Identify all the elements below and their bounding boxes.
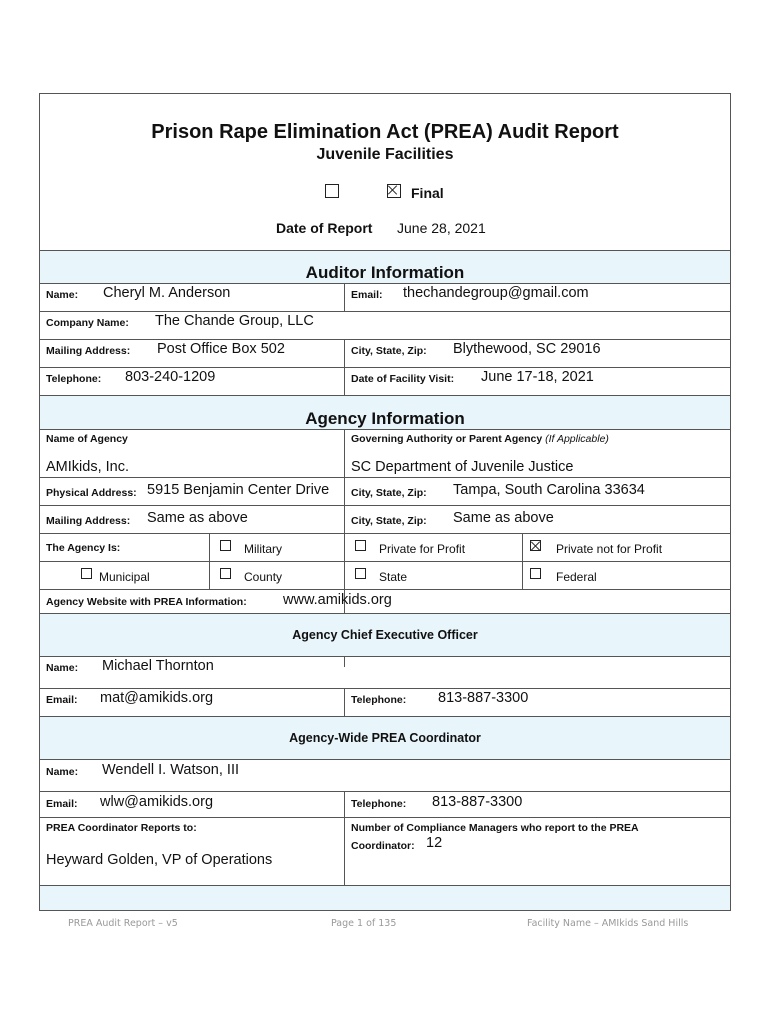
auditor-email: thechandegroup@gmail.com — [403, 285, 589, 301]
coordinator-name-label: Name: — [46, 766, 79, 778]
coordinator-phone: 813-887-3300 — [432, 794, 523, 810]
ceo-phone-label: Telephone: — [351, 694, 407, 706]
state-checkbox[interactable] — [355, 568, 366, 579]
military-label: Military — [244, 542, 282, 556]
auditor-name-label: Name: — [46, 289, 79, 301]
federal-label: Federal — [556, 570, 597, 584]
agency-website[interactable]: www.amikids.org — [283, 592, 392, 608]
governing-note: (If Applicable) — [545, 433, 609, 445]
company-name: The Chande Group, LLC — [155, 313, 314, 329]
final-label: Final — [411, 185, 444, 201]
report-title: Prison Rape Elimination Act (PREA) Audit Report — [151, 121, 619, 143]
managers-label-line1: Number of Compliance Managers who report to the PREA — [351, 822, 639, 834]
visit-date-label: Date of Facility Visit: — [351, 373, 455, 385]
agency-mailing-city: Same as above — [453, 510, 554, 526]
ceo-name-label: Name: — [46, 662, 79, 674]
governing-authority: SC Department of Juvenile Justice — [351, 459, 574, 475]
date-of-report-value: June 28, 2021 — [397, 220, 486, 236]
footer-facility-name: Facility Name – AMIkids Sand Hills — [527, 918, 689, 929]
managers-count: 12 — [426, 835, 443, 851]
footer-report-version: PREA Audit Report – v5 — [68, 918, 178, 929]
governing-label: Governing Authority or Parent Agency (If Applicable) — [351, 433, 609, 445]
agency-city: Tampa, South Carolina 33634 — [453, 482, 645, 498]
agency-type-label: The Agency Is: — [46, 542, 121, 554]
ceo-email-label: Email: — [46, 694, 78, 706]
state-label: State — [379, 570, 408, 584]
coordinator-email: wlw@amikids.org — [100, 794, 214, 810]
agency-city-label: City, State, Zip: — [351, 487, 427, 499]
private-not-for-profit-checkbox[interactable] — [530, 540, 541, 551]
agency-name-label: Name of Agency — [46, 433, 128, 445]
private-not-for-profit-label: Private not for Profit — [556, 542, 663, 556]
auditor-city: Blythewood, SC 29016 — [453, 341, 601, 357]
reports-to: Heyward Golden, VP of Operations — [46, 852, 273, 868]
agency-mailing-address: Same as above — [147, 510, 248, 526]
coordinator-section-title: Agency-Wide PREA Coordinator — [289, 731, 481, 745]
auditor-section-title: Auditor Information — [305, 263, 465, 282]
auditor-phone: 803-240-1209 — [125, 369, 216, 385]
coordinator-email-label: Email: — [46, 798, 78, 810]
interim-checkbox[interactable] — [325, 184, 339, 198]
ceo-phone: 813-887-3300 — [438, 690, 529, 706]
final-checkbox[interactable] — [387, 184, 401, 198]
visit-date: June 17-18, 2021 — [481, 369, 594, 385]
auditor-phone-label: Telephone: — [46, 373, 102, 385]
agency-mailing-city-label: City, State, Zip: — [351, 515, 427, 527]
municipal-checkbox[interactable] — [81, 568, 92, 579]
auditor-name: Cheryl M. Anderson — [103, 285, 231, 301]
auditor-email-label: Email: — [351, 289, 383, 301]
agency-name: AMIkids, Inc. — [46, 459, 129, 475]
report-subtitle: Juvenile Facilities — [316, 146, 454, 163]
auditor-city-label: City, State, Zip: — [351, 345, 427, 357]
coordinator-name: Wendell I. Watson, III — [102, 762, 239, 778]
coordinator-phone-label: Telephone: — [351, 798, 407, 810]
audit-report-form — [39, 93, 731, 911]
ceo-email: mat@amikids.org — [100, 690, 214, 706]
agency-section-title: Agency Information — [305, 409, 465, 428]
auditor-mailing-address: Post Office Box 502 — [157, 341, 285, 357]
date-of-report-label: Date of Report — [276, 220, 373, 236]
website-label: Agency Website with PREA Information: — [46, 596, 247, 608]
agency-mailing-label: Mailing Address: — [46, 515, 131, 527]
physical-address-label: Physical Address: — [46, 487, 137, 499]
military-checkbox[interactable] — [220, 540, 231, 551]
federal-checkbox[interactable] — [530, 568, 541, 579]
private-for-profit-checkbox[interactable] — [355, 540, 366, 551]
auditor-mailing-label: Mailing Address: — [46, 345, 131, 357]
company-label: Company Name: — [46, 317, 129, 329]
ceo-name: Michael Thornton — [102, 658, 214, 674]
private-for-profit-label: Private for Profit — [379, 542, 466, 556]
managers-label-line2: Coordinator: — [351, 840, 415, 852]
physical-address: 5915 Benjamin Center Drive — [147, 482, 330, 498]
reports-to-label: PREA Coordinator Reports to: — [46, 822, 197, 834]
county-label: County — [244, 570, 283, 584]
ceo-section-title: Agency Chief Executive Officer — [292, 628, 478, 642]
county-checkbox[interactable] — [220, 568, 231, 579]
footer-page-number: Page 1 of 135 — [331, 918, 397, 929]
municipal-label: Municipal — [99, 570, 150, 584]
